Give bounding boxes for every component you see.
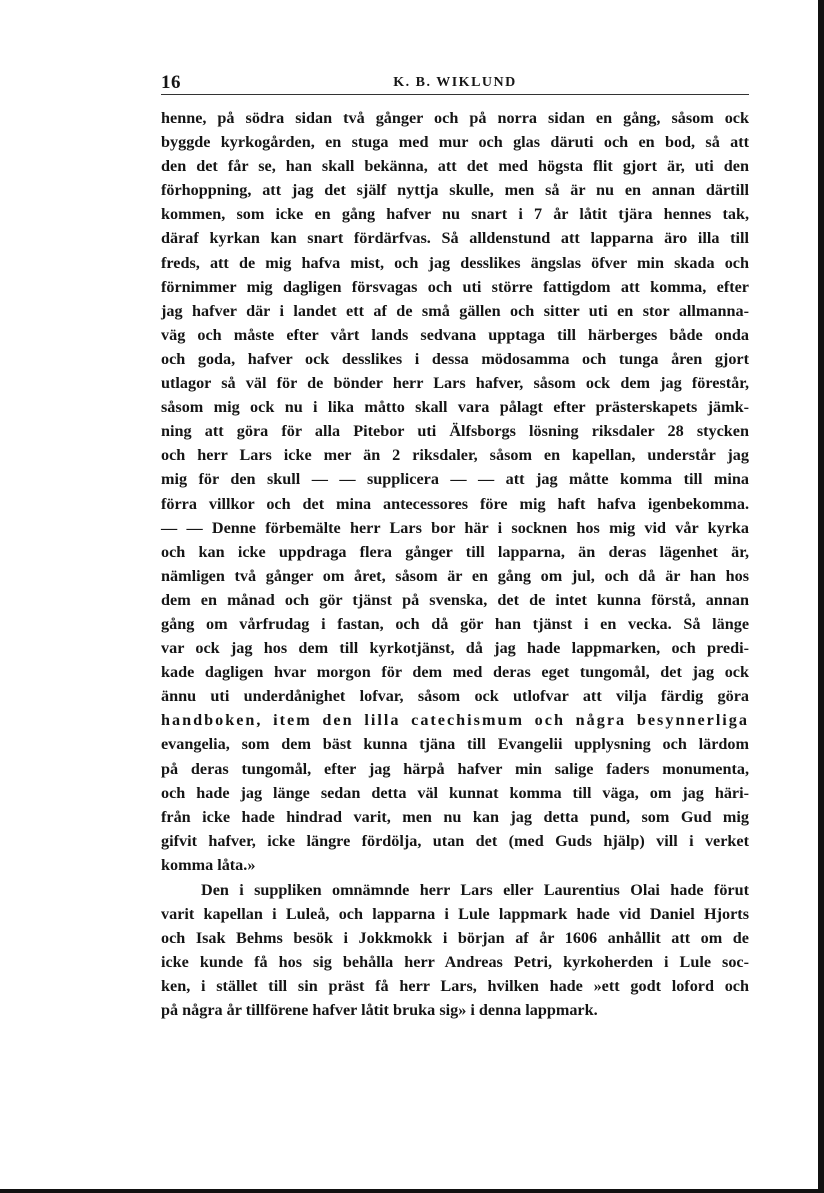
text-line: nämligen två gånger om året, såsom är en gång om jul, och då är han hos bbox=[161, 566, 749, 585]
text-line: förra villkor och det mina antecessores före mig haft hafva igenbekomma. bbox=[161, 494, 749, 513]
body-text bbox=[161, 106, 749, 1023]
text-line: utlagor så väl för de bönder herr Lars hafver, såsom ock dem jag förestår, bbox=[161, 374, 749, 393]
text-line: däraf kyrkan kan snart fördärfvas. Så alldenstund att lapparna äro illa till bbox=[161, 229, 749, 248]
text-line: väg och måste efter vårt lands sedvana upptaga till härberges både onda bbox=[161, 325, 749, 344]
text-line: kommen, som icke en gång hafver nu snart i 7 år låtit tjära hennes tak, bbox=[161, 205, 749, 224]
text-line: henne, på södra sidan två gånger och på norra sidan en gång, såsom ock bbox=[161, 109, 749, 127]
text-line: varit kapellan i Luleå, och lapparna i Lule lappmark hade vid Daniel Hjorts bbox=[161, 905, 749, 924]
text-line: och kan icke uppdraga flera gånger till lapparna, än deras lägenhet är, bbox=[161, 542, 749, 561]
text-line: förnimmer mig dagligen försvagas och uti större fattigdom att komma, efter bbox=[161, 277, 749, 296]
text-line: och hade jag länge sedan detta väl kunnat komma till väga, om jag häri- bbox=[161, 783, 749, 802]
text-line: byggde kyrkogården, en stuga med mur och glas däruti och en bod, så att bbox=[161, 133, 749, 152]
text-line: ning att göra för alla Pitebor uti Älfsborgs lösning riksdaler 28 stycken bbox=[161, 422, 749, 441]
text-line: och goda, hafver ock desslikes i dessa mödosamma och tunga åren gjort bbox=[161, 349, 749, 368]
scan-border-right bbox=[818, 0, 824, 1193]
text-line: icke kunde få hos sig behålla herr Andreas Petri, kyrkoherden i Lule soc- bbox=[161, 953, 749, 972]
text-line: jag hafver där i landet ett af de små gällen och sitter uti en stor allmanna- bbox=[161, 301, 749, 320]
text-line: freds, att de mig hafva mist, och jag desslikes ängslas öfver min skada och bbox=[161, 253, 749, 272]
text-line: var ock jag hos dem till kyrkotjänst, då jag hade lappmarken, och predi- bbox=[161, 639, 749, 658]
page-header bbox=[161, 72, 749, 95]
text-line: — — Denne förbemälte herr Lars bor här i socknen hos mig vid vår kyrka bbox=[161, 518, 749, 537]
text-line: ken, i stället till sin präst få herr Lars, hvilken hade »ett godt loford och bbox=[161, 977, 749, 996]
text-line: förhoppning, att jag det själf nyttja skulle, men så är nu en annan därtill bbox=[161, 181, 749, 200]
text-line: från icke hade hindrad varit, men nu kan jag detta pund, som Gud mig bbox=[161, 807, 749, 826]
text-line: handboken, item den lilla catechismum och några besynnerliga bbox=[161, 711, 749, 730]
text-line: mig för den skull — — supplicera — — att jag måtte komma till mina bbox=[161, 470, 749, 489]
text-line: ännu uti underdånighet lofvar, såsom ock utlofvar att vilja färdig göra bbox=[161, 687, 749, 706]
text-line: Den i suppliken omnämnde herr Lars eller Laurentius Olai hade förut bbox=[201, 881, 749, 899]
text-line: och herr Lars icke mer än 2 riksdaler, såsom en kapellan, understår jag bbox=[161, 446, 749, 465]
text-line: såsom mig ock nu i lika måtto skall vara pålagt efter prästerskapets jämk- bbox=[161, 398, 749, 417]
paragraph-1 bbox=[161, 106, 749, 877]
scan-border-bottom bbox=[0, 1189, 824, 1193]
text-line: komma låta.» bbox=[161, 855, 256, 874]
text-line: gifvit hafver, icke längre fördölja, utan det (med Guds hjälp) vill i verket bbox=[161, 831, 749, 850]
text-line: på några år tillförene hafver låtit bruka sig» i denna lappmark. bbox=[161, 1001, 598, 1020]
text-line: gång om vårfrudag i fastan, och då gör han tjänst i en vecka. Så länge bbox=[161, 614, 749, 633]
text-line: dem en månad och gör tjänst på svenska, det de intet kunna förstå, annan bbox=[161, 590, 749, 609]
running-head: K. B. WIKLUND bbox=[393, 75, 517, 90]
text-line: kade dagligen hvar morgon för dem med deras eget tungomål, det jag ock bbox=[161, 663, 749, 682]
text-line: på deras tungomål, efter jag härpå hafver min salige faders monumenta, bbox=[161, 759, 749, 778]
text-line: och Isak Behms besök i Jokkmokk i början af år 1606 anhållit att om de bbox=[161, 929, 749, 948]
text-line: evangelia, som dem bäst kunna tjäna till Evangelii upplysning och lärdom bbox=[161, 735, 749, 754]
page-number: 16 bbox=[161, 72, 181, 93]
paragraph-2 bbox=[161, 878, 749, 1023]
text-line: den det får se, han skall bekänna, att det med högsta flit gjort är, uti den bbox=[161, 157, 749, 176]
